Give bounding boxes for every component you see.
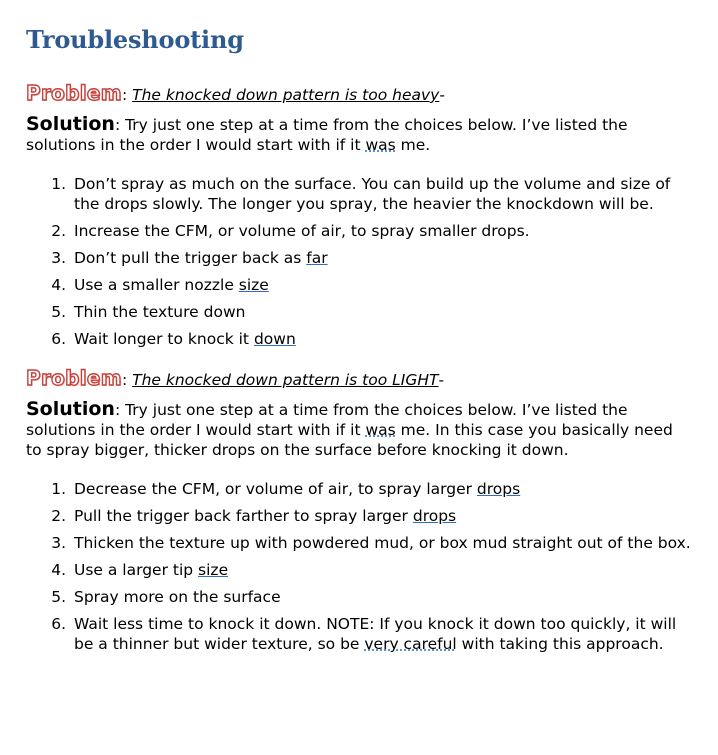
list-item <box>51 560 692 580</box>
problem-text: The knocked down pattern is too LIGHT <box>132 371 439 389</box>
grammar-flag: very careful <box>364 635 457 653</box>
grammar-flag: far <box>306 249 328 267</box>
problem-colon: : <box>121 86 133 104</box>
grammar-flag-was: was <box>365 421 396 439</box>
step-text: Spray more on the surface <box>74 588 281 606</box>
step-text: Wait less time to knock it down. NOTE: If you knock it down too quickly, it will be a thinner but wider texture, so be <box>74 615 677 653</box>
list-item <box>51 614 692 654</box>
grammar-flag: drops <box>476 480 521 498</box>
step-text: Pull the trigger back farther to spray larger <box>74 507 413 525</box>
grammar-flag-was: was <box>365 136 396 154</box>
problem-label: Problem <box>26 81 122 105</box>
list-item <box>51 221 692 241</box>
step-text: Use a larger tip <box>74 561 199 579</box>
solution-text-pre: : Try just one step at a time from the choices below. I’ve listed the solutions in the order I would start with if it <box>26 116 628 154</box>
list-item <box>51 275 692 295</box>
step-text: Thicken the texture up with powdered mud, or box mud straight out of the box. <box>74 534 691 552</box>
list-item <box>51 506 692 526</box>
step-text: Increase the CFM, or volume of air, to spray smaller drops. <box>74 222 530 240</box>
solution-paragraph <box>26 399 692 460</box>
step-number: 1. <box>51 175 66 193</box>
step-number: 4. <box>51 561 66 579</box>
problem-line <box>26 82 692 106</box>
step-text: Don’t spray as much on the surface. You can build up the volume and size of the drops slowly. The longer you spray, the heavier the knockdown will be. <box>74 175 671 213</box>
problem-section-light <box>26 367 692 654</box>
problem-line <box>26 367 692 391</box>
grammar-flag: down <box>253 330 296 348</box>
solution-text-post: me. <box>395 136 431 154</box>
step-number: 3. <box>51 534 66 552</box>
step-text: Thin the texture down <box>74 303 246 321</box>
list-item <box>51 479 692 499</box>
list-item <box>51 533 692 553</box>
grammar-flag: drops <box>412 507 457 525</box>
solution-paragraph <box>26 114 692 155</box>
problem-section-heavy <box>26 82 692 349</box>
list-item <box>51 302 692 322</box>
problem-colon: : <box>121 371 133 389</box>
solution-text-pre: : Try just one step at a time from the choices below. I’ve listed the solutions in the order I would start with if it <box>26 401 628 439</box>
step-text: Wait longer to knock it <box>74 330 254 348</box>
step-number: 6. <box>51 330 66 348</box>
step-number: 5. <box>51 588 66 606</box>
step-number: 2. <box>51 507 66 525</box>
list-item <box>51 587 692 607</box>
step-number: 1. <box>51 480 66 498</box>
step-number: 3. <box>51 249 66 267</box>
list-item <box>51 248 692 268</box>
step-text: Decrease the CFM, or volume of air, to spray larger <box>74 480 477 498</box>
step-number: 6. <box>51 615 66 633</box>
grammar-flag: size <box>198 561 229 579</box>
solution-label: Solution <box>26 398 115 420</box>
step-number: 2. <box>51 222 66 240</box>
problem-dash: - <box>438 371 445 389</box>
solution-text-post: me. In this case you basically need to spray bigger, thicker drops on the surface before knocking it down. <box>26 421 673 459</box>
step-text: Use a smaller nozzle <box>74 276 239 294</box>
step-number: 5. <box>51 303 66 321</box>
steps-list <box>26 479 692 654</box>
step-text-tail: with taking this approach. <box>456 635 664 653</box>
steps-list <box>26 174 692 349</box>
solution-label: Solution <box>26 113 115 135</box>
page-title: Troubleshooting <box>26 25 244 54</box>
list-item <box>51 174 692 214</box>
list-item <box>51 329 692 349</box>
step-text: Don’t pull the trigger back as <box>74 249 307 267</box>
problem-dash: - <box>439 86 445 104</box>
step-number: 4. <box>51 276 66 294</box>
grammar-flag: size <box>238 276 269 294</box>
problem-text: The knocked down pattern is too heavy <box>132 86 440 104</box>
problem-label: Problem <box>26 366 122 390</box>
